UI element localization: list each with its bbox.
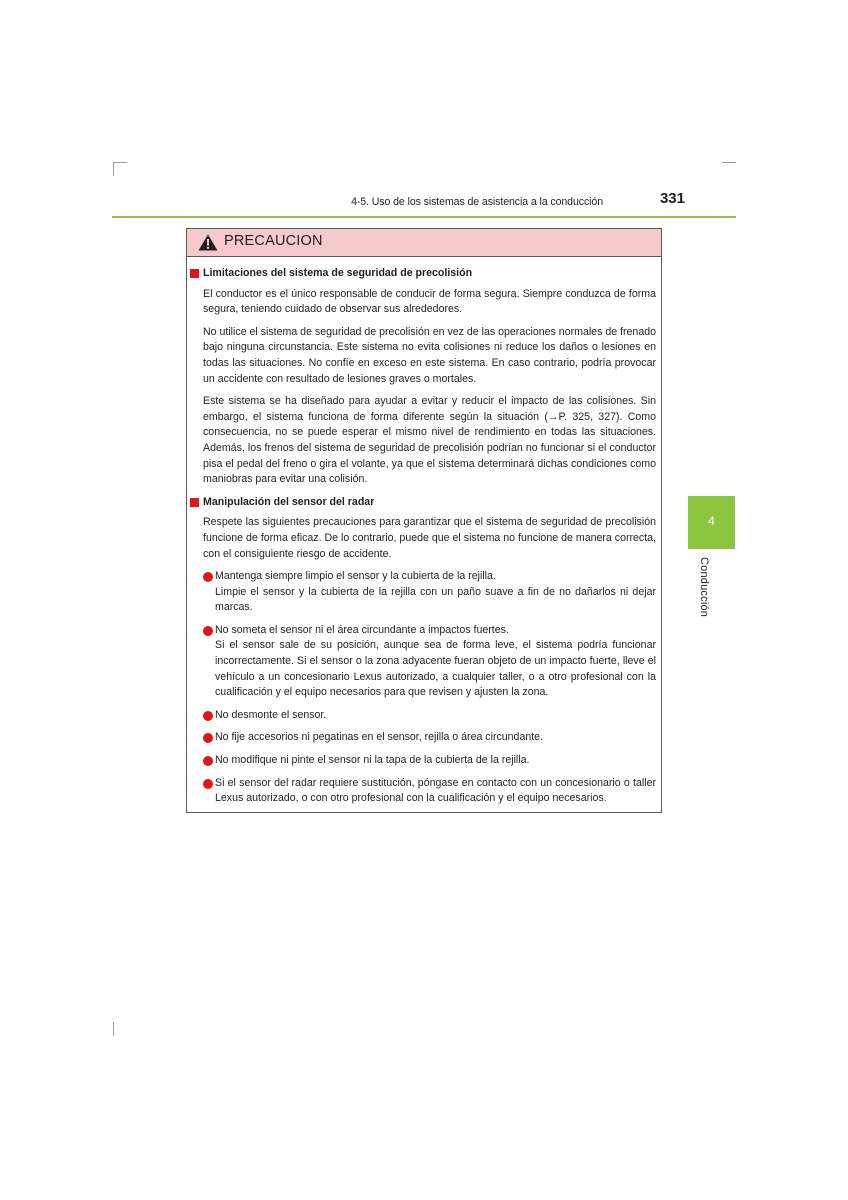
crop-mark: [722, 162, 736, 163]
red-dot-icon: [203, 733, 213, 743]
paragraph: El conductor es el único responsable de conducir de forma segura. Siempre conduzca de forma segura, teniendo cuidado de observar sus alrededores.: [203, 287, 656, 316]
bullet-title: No fije accesorios ni pegatinas en el sensor, rejilla o área circundante.: [215, 731, 544, 744]
crop-mark: [113, 162, 127, 163]
bullet-title: Si el sensor del radar requiere sustitución, póngase en contacto con un concesionario o taller Lexus autorizado, o con otro profesional con la cualificación y el equipo necesarios.: [215, 776, 656, 805]
red-dot-icon: [203, 756, 213, 766]
bullet-title: No desmonte el sensor.: [215, 708, 327, 721]
header-divider: [112, 216, 736, 218]
caution-header: [187, 229, 661, 257]
red-dot-icon: [203, 626, 213, 636]
bullet-detail: Limpie el sensor y la cubierta de la rejilla con un paño suave a fin de no dañarlos ni dejar marcas.: [215, 585, 656, 614]
bullet-detail: Si el sensor sale de su posición, aunque sea de forma leve, el sistema podría funcionar incorrectamente. Si el sensor o la zona adyacente fueran objeto de un impacto fuerte, lleve el vehículo a un concesionario Lexus autorizado, a cualquier taller, o a otro profesional con la cualificación y el equipo necesarios para que revisen y ajusten la zona.: [215, 639, 656, 699]
bullet-item: [203, 569, 656, 616]
section-heading-text: Manipulación del sensor del radar: [203, 495, 375, 508]
chapter-label: Conducción: [698, 557, 710, 618]
section-heading: [190, 266, 656, 282]
bullet-title: Mantenga siempre limpio el sensor y la cubierta de la rejilla.: [215, 570, 496, 583]
chapter-tab[interactable]: [688, 496, 735, 549]
chapter-number: 4: [708, 514, 715, 528]
section-heading: [190, 495, 656, 511]
paragraph: No utilice el sistema de seguridad de precolisión en vez de las operaciones normales de frenado bajo ninguna circunstancia. Este sistema no evita colisiones ni reduce los daños o lesiones en todas las situaciones. No confíe en exceso en este sistema. En caso contrario, podría provocar un accidente con resultado de lesiones graves o mortales.: [203, 325, 656, 385]
bullet-item: [203, 753, 656, 769]
red-dot-icon: [203, 779, 213, 789]
bullet-title: No modifique ni pinte el sensor ni la tapa de la cubierta de la rejilla.: [215, 754, 530, 767]
red-dot-icon: [203, 711, 213, 721]
paragraph: Respete las siguientes precauciones para garantizar que el sistema de seguridad de precolisión funcione de forma eficaz. De lo contrario, puede que el sistema no funcione de manera correcta, con el consiguiente riesgo de accidente.: [203, 516, 656, 560]
bullet-item: [203, 623, 656, 701]
bullet-item: [203, 776, 656, 807]
section-heading-text: Limitaciones del sistema de seguridad de precolisión: [203, 267, 473, 279]
bullet-title: No someta el sensor ni el área circundante a impactos fuertes.: [215, 623, 509, 636]
bullet-item: [203, 708, 656, 724]
warning-triangle-icon: [198, 234, 218, 251]
red-square-icon: [190, 498, 199, 507]
page-number: 331: [659, 190, 685, 207]
caution-box: [186, 228, 662, 813]
caution-title: PRECAUCION: [224, 233, 323, 249]
crop-mark: [113, 1022, 114, 1036]
paragraph: Este sistema se ha diseñado para ayudar a evitar y reducir el impacto de las colisiones. Sin embargo, el sistema funciona de forma diferente según la situación (→P. 325, 327). Como consecuencia, no se puede esperar el mismo nivel de rendimiento en todas las situaciones. Además, los frenos del sistema de seguridad de precolisión podrían no funcionar si el conductor pisa el pedal del freno o gira el volante, ya que el sistema determinará dichas condiciones como maniobras para evitar una colisión.: [203, 395, 656, 486]
caution-body: [187, 257, 661, 807]
section-header: 4-5. Uso de los sistemas de asistencia a la conducción: [351, 196, 603, 208]
red-dot-icon: [203, 572, 213, 582]
red-square-icon: [190, 269, 199, 278]
bullet-item: [203, 730, 656, 746]
crop-mark: [113, 162, 114, 176]
